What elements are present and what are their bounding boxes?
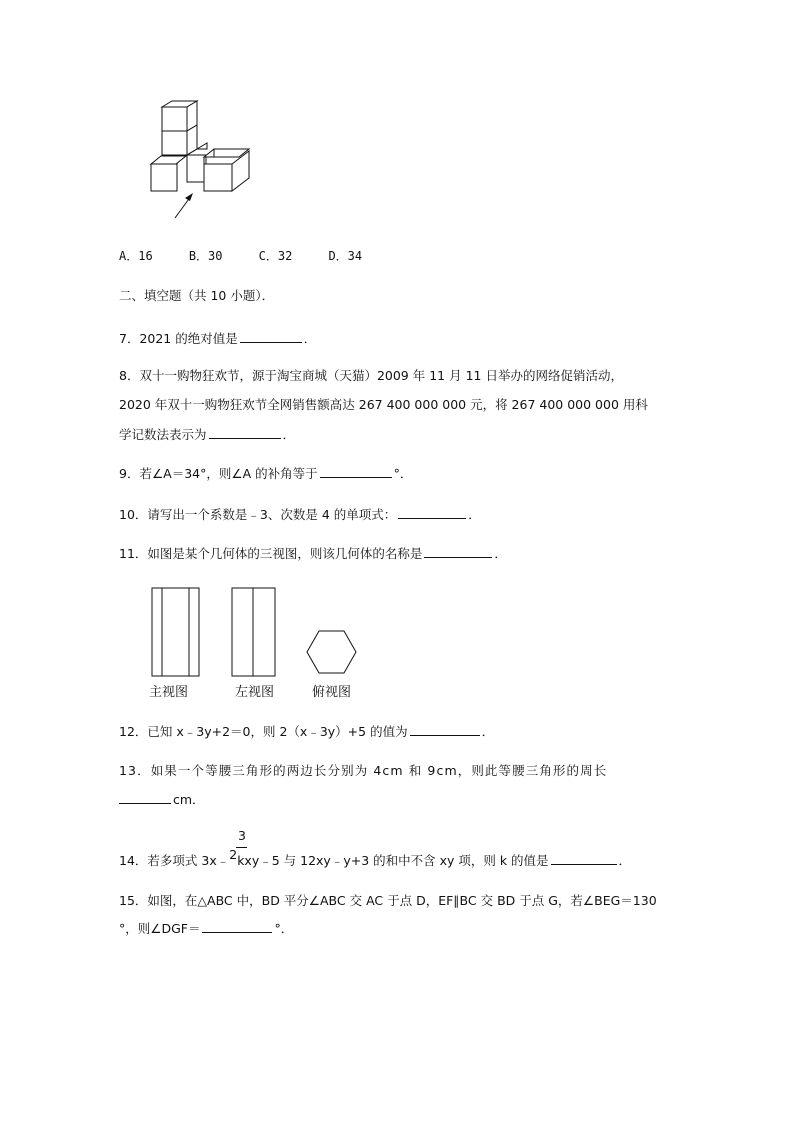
answer-blank[interactable] (209, 426, 281, 439)
question-9-suffix: °． (393, 466, 413, 481)
question-10-text: 10．请写出一个系数是﹣3、次数是 4 的单项式： (119, 507, 397, 522)
question-11-text: 11．如图是某个几何体的三视图，则该几何体的名称是 (119, 546, 423, 561)
option-c: C．32 (258, 249, 293, 263)
question-8-line-3-text: 学记数法表示为 (119, 427, 207, 442)
question-12-suffix: ． (481, 724, 495, 739)
option-a: A．16 (119, 249, 153, 263)
question-8-line-1: 8．双十一购物狂欢节，源于淘宝商城（天猫）2009 年 11 月 11 日举办的网络促销活动， (119, 368, 623, 383)
question-8-line-3 (119, 426, 295, 443)
question-15-line-2-text: °，则∠DGF＝ (119, 921, 201, 936)
question-15-line-1: 15．如图，在△ABC 中，BD 平分∠ABC 交 AC 于点 D，EF∥BC 交 BD 于点 G，若∠BEG＝130 (119, 893, 657, 908)
question-14-suffix: ． (618, 853, 632, 868)
question-13-suffix: cm． (173, 792, 205, 807)
option-d: D．34 (328, 249, 363, 263)
question-11 (119, 545, 507, 562)
question-15-line-2 (119, 920, 293, 937)
question-12 (119, 723, 494, 740)
question-10-suffix: ． (468, 507, 481, 522)
question-14-prefix: 14．若多项式 3x﹣ (119, 853, 230, 868)
answer-blank[interactable] (424, 545, 492, 558)
answer-blank[interactable] (551, 852, 617, 865)
fraction-numerator: 3 (238, 828, 246, 843)
answer-blank[interactable] (320, 465, 392, 478)
top-view-label: 俯视图 (312, 685, 352, 700)
answer-blank[interactable] (398, 506, 466, 519)
front-view-outline (152, 588, 199, 676)
fraction-denominator: 2 (229, 847, 238, 862)
top-view-hexagon (307, 631, 356, 673)
left-view-label: 左视图 (235, 685, 275, 700)
question-7-text: 7．2021 的绝对值是 (119, 331, 238, 346)
question-9-text: 9．若∠A＝34°，则∠A 的补角等于 (119, 466, 318, 481)
question-10 (119, 506, 481, 523)
fraction-bar (236, 847, 247, 848)
front-view-label: 主视图 (149, 685, 189, 700)
cube-stack-figure (145, 98, 255, 223)
question-15-suffix: °． (274, 921, 294, 936)
question-8-suffix: ． (282, 427, 296, 442)
question-13-line-2 (119, 791, 205, 808)
option-b: B．30 (188, 249, 223, 263)
question-12-text: 12．已知 x﹣3y+2＝0，则 2（x﹣3y）+5 的值为 (119, 724, 408, 739)
answer-options (119, 248, 362, 264)
question-9 (119, 465, 412, 482)
answer-blank[interactable] (240, 330, 302, 343)
three-views-figure (148, 586, 363, 681)
question-14 (119, 847, 632, 869)
question-8-line-2: 2020 年双十一购物狂欢节全网销售额高达 267 400 000 000 元，将 267 400 000 000 用科 (119, 397, 648, 412)
question-14-rest: kxy﹣5 与 12xy﹣y+3 的和中不含 xy 项，则 k 的值是 (237, 853, 549, 868)
question-13-line-1: 13．如果一个等腰三角形的两边长分别为 4cm 和 9cm，则此等腰三角形的周长 (119, 763, 608, 778)
answer-blank[interactable] (410, 723, 480, 736)
section-heading: 二、填空题（共 10 小题）． (119, 288, 275, 303)
answer-blank[interactable] (202, 920, 272, 933)
question-7 (119, 330, 316, 347)
question-7-suffix: ． (303, 331, 317, 346)
question-11-suffix: ． (494, 546, 507, 561)
answer-blank[interactable] (119, 791, 171, 804)
